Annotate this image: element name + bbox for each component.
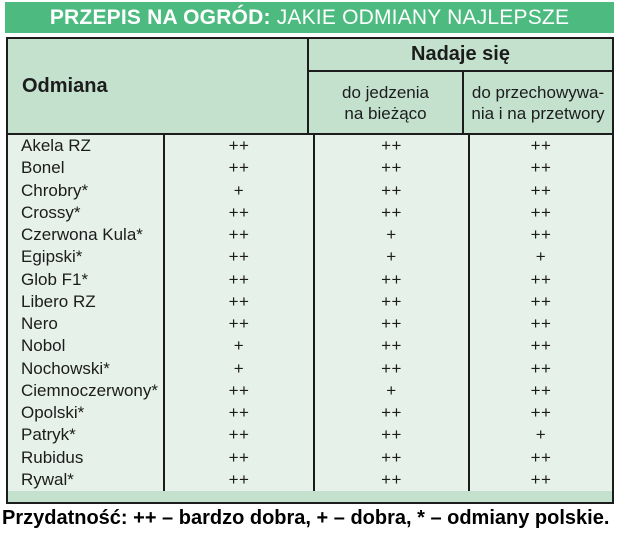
rating-cell-storage: ++ [468,269,612,291]
rating-cell-storage: + [468,424,612,446]
variety-name-cell: Libero RZ [21,291,96,311]
rating-cell-eating: ++ [313,291,468,313]
rating-cell-1: ++ [163,424,313,446]
rating-cell-storage: ++ [468,402,612,424]
variety-name-cell: Patryk* [21,425,76,445]
rating-cell-eating: ++ [313,424,468,446]
rating-cell-1: + [163,180,313,202]
rating-cell-1: ++ [163,202,313,224]
rating-cell-storage: + [468,246,612,268]
variety-name-cell: Czerwona Kula* [21,225,143,245]
rating-cell-1: + [163,335,313,357]
table-row [8,202,612,224]
variety-name-cell: Crossy* [21,202,81,222]
table-row [8,469,612,491]
rating-cell-eating: ++ [313,135,468,157]
rating-cell-1: + [163,358,313,380]
rating-cell-1: ++ [163,269,313,291]
subheader-storage-line2: nia i na przetwory [471,103,605,123]
variety-name-cell: Egipski* [21,247,83,267]
rating-cell-storage: ++ [468,469,612,491]
rating-cell-storage: ++ [468,135,612,157]
rating-cell-1: ++ [163,380,313,402]
suitability-subheaders [309,72,612,133]
rating-cell-eating: + [313,224,468,246]
rating-cell-eating: + [313,246,468,268]
variety-name-cell: Glob F1* [21,269,89,289]
title-regular: JAKIE ODMIANY NAJLEPSZE [270,5,570,29]
subheader-eating-line1: do jedzenia [342,82,429,102]
variety-name-cell: Rywal* [21,469,74,489]
variety-name-cell: Nero [21,314,58,334]
table-row [8,224,612,246]
table-row [8,424,612,446]
rating-cell-1: ++ [163,313,313,335]
variety-name-cell: Nobol [21,336,66,356]
rating-cell-storage: ++ [468,180,612,202]
variety-name-cell: Nochowski* [21,358,110,378]
variety-column-header: Odmiana [8,39,309,133]
rating-cell-1: ++ [163,157,313,179]
table-body [8,135,612,491]
rating-cell-eating: ++ [313,402,468,424]
table-row [8,291,612,313]
rating-cell-eating: ++ [313,335,468,357]
title-bold: PRZEPIS NA OGRÓD: [49,5,271,29]
rating-cell-storage: ++ [468,157,612,179]
title-banner [5,2,614,33]
subheader-eating-line2: na bieżąco [344,103,427,123]
rating-cell-1: ++ [163,447,313,469]
subheader-storage-line1: do przechowywa- [471,82,605,102]
table-row [8,313,612,335]
table-row [8,402,612,424]
rating-cell-eating: ++ [313,157,468,179]
rating-cell-storage: ++ [468,224,612,246]
rating-cell-storage: ++ [468,313,612,335]
subheader-eating-fresh [309,72,464,133]
rating-cell-storage: ++ [468,335,612,357]
table-row [8,447,612,469]
table-row [8,269,612,291]
table-row [8,246,612,268]
table-row [8,180,612,202]
rating-cell-1: ++ [163,246,313,268]
rating-cell-storage: ++ [468,291,612,313]
suitability-group-header: Nadaje się [309,39,612,72]
rating-cell-1: ++ [163,402,313,424]
rating-cell-storage: ++ [468,358,612,380]
variety-name-cell: Ciemnoczerwony* [21,380,158,400]
legend-footnote: Przydatność: ++ – bardzo dobra, + – dobra, * – odmiany polskie. [2,507,610,529]
rating-cell-storage: ++ [468,447,612,469]
varieties-table [6,37,614,504]
variety-name-cell: Rubidus [21,447,84,467]
table-row [8,157,612,179]
rating-cell-1: ++ [163,224,313,246]
rating-cell-1: ++ [163,135,313,157]
rating-cell-eating: ++ [313,269,468,291]
rating-cell-eating: ++ [313,447,468,469]
subheader-storage-preserves [464,72,612,133]
rating-cell-eating: ++ [313,358,468,380]
table-row [8,358,612,380]
variety-name-cell: Bonel [21,158,65,178]
suitability-header-group [309,39,612,133]
variety-name-cell: Chrobry* [21,180,89,200]
rating-cell-1: ++ [163,291,313,313]
table-row [8,335,612,357]
rating-cell-eating: ++ [313,202,468,224]
table-footer-strip [8,491,612,502]
table-header [8,39,612,135]
rating-cell-eating: + [313,380,468,402]
rating-cell-storage: ++ [468,202,612,224]
table-row [8,380,612,402]
variety-name-cell: Akela RZ [21,136,91,156]
rating-cell-eating: ++ [313,313,468,335]
table-row [8,135,612,157]
rating-cell-eating: ++ [313,469,468,491]
rating-cell-1: ++ [163,469,313,491]
rating-cell-storage: ++ [468,380,612,402]
rating-cell-eating: ++ [313,180,468,202]
variety-name-cell: Opolski* [21,403,85,423]
